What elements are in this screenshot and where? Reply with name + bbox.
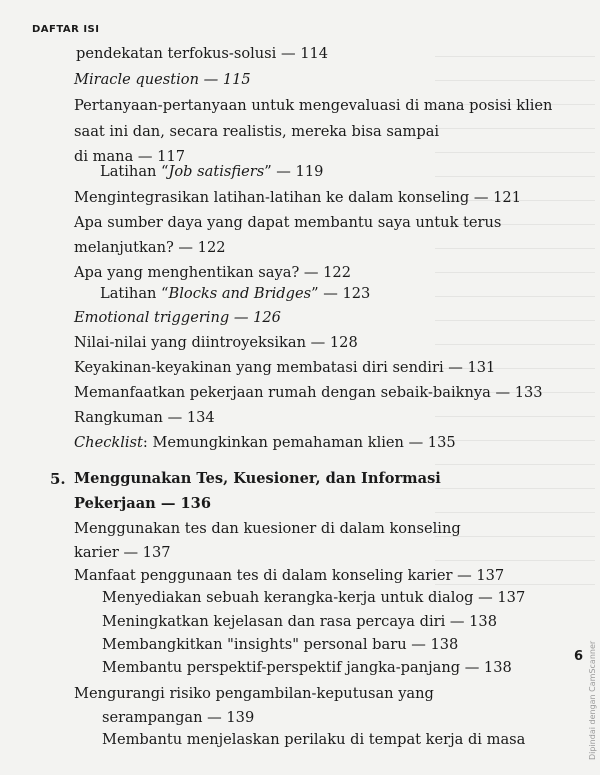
toc-entry: Nilai-nilai yang diintroyeksikan — 128	[74, 334, 358, 351]
toc-entry: Membangkitkan "insights" personal baru — 138	[102, 636, 459, 653]
page-number: 6	[574, 649, 584, 664]
toc-entry: Membantu perspektif-perspektif jangka-panjang — 138	[102, 659, 512, 676]
toc-entry: Menyediakan sebuah kerangka-kerja untuk dialog — 137	[102, 589, 526, 606]
toc-entry: melanjutkan? — 122	[74, 239, 226, 256]
toc-entry: Checklist: Memungkinkan pemahaman klien — 135	[74, 434, 456, 451]
toc-entry: Pertanyaan-pertanyaan untuk mengevaluasi di mana posisi klien	[74, 97, 553, 114]
toc-entry: Emotional triggering — 126	[74, 309, 281, 326]
toc-entry: Mengurangi risiko pengambilan-keputusan yang	[74, 685, 434, 702]
toc-entry: Apa yang menghentikan saya? — 122	[74, 264, 351, 281]
toc-entry: Latihan “Blocks and Bridges” — 123	[100, 285, 371, 302]
toc-entry: Memanfaatkan pekerjaan rumah dengan sebaik-baiknya — 133	[74, 384, 543, 401]
toc-entry: Apa sumber daya yang dapat membantu saya untuk terus	[74, 214, 502, 231]
chapter-title: Pekerjaan — 136	[74, 495, 211, 512]
bleed-through-text	[435, 40, 595, 600]
toc-entry: Miracle question — 115	[74, 71, 251, 88]
toc-entry: saat ini dan, secara realistis, mereka bisa sampai	[74, 123, 440, 140]
toc-entry: Menggunakan tes dan kuesioner di dalam konseling	[74, 520, 461, 537]
toc-entry: di mana — 117	[74, 148, 186, 165]
chapter-title: Menggunakan Tes, Kuesioner, dan Informasi	[74, 470, 441, 487]
toc-entry: karier — 137	[74, 544, 171, 561]
toc-entry: Keyakinan-keyakinan yang membatasi diri sendiri — 131	[74, 359, 496, 376]
toc-entry: Rangkuman — 134	[74, 409, 215, 426]
running-header: DAFTAR ISI	[32, 24, 100, 35]
toc-entry: Meningkatkan kejelasan dan rasa percaya diri — 138	[102, 613, 497, 630]
chapter-number: 5.	[50, 470, 66, 488]
toc-entry: Mengintegrasikan latihan-latihan ke dalam konseling — 121	[74, 189, 521, 206]
toc-entry: Membantu menjelaskan perilaku di tempat kerja di masa	[102, 731, 526, 748]
toc-entry: Manfaat penggunaan tes di dalam konseling karier — 137	[74, 567, 505, 584]
toc-entry: serampangan — 139	[102, 709, 255, 726]
toc-entry: pendekatan terfokus-solusi — 114	[76, 45, 329, 62]
toc-entry: Latihan “Job satisfiers” — 119	[100, 163, 324, 180]
scanner-watermark: Dipindai dengan CamScanner	[588, 640, 597, 760]
